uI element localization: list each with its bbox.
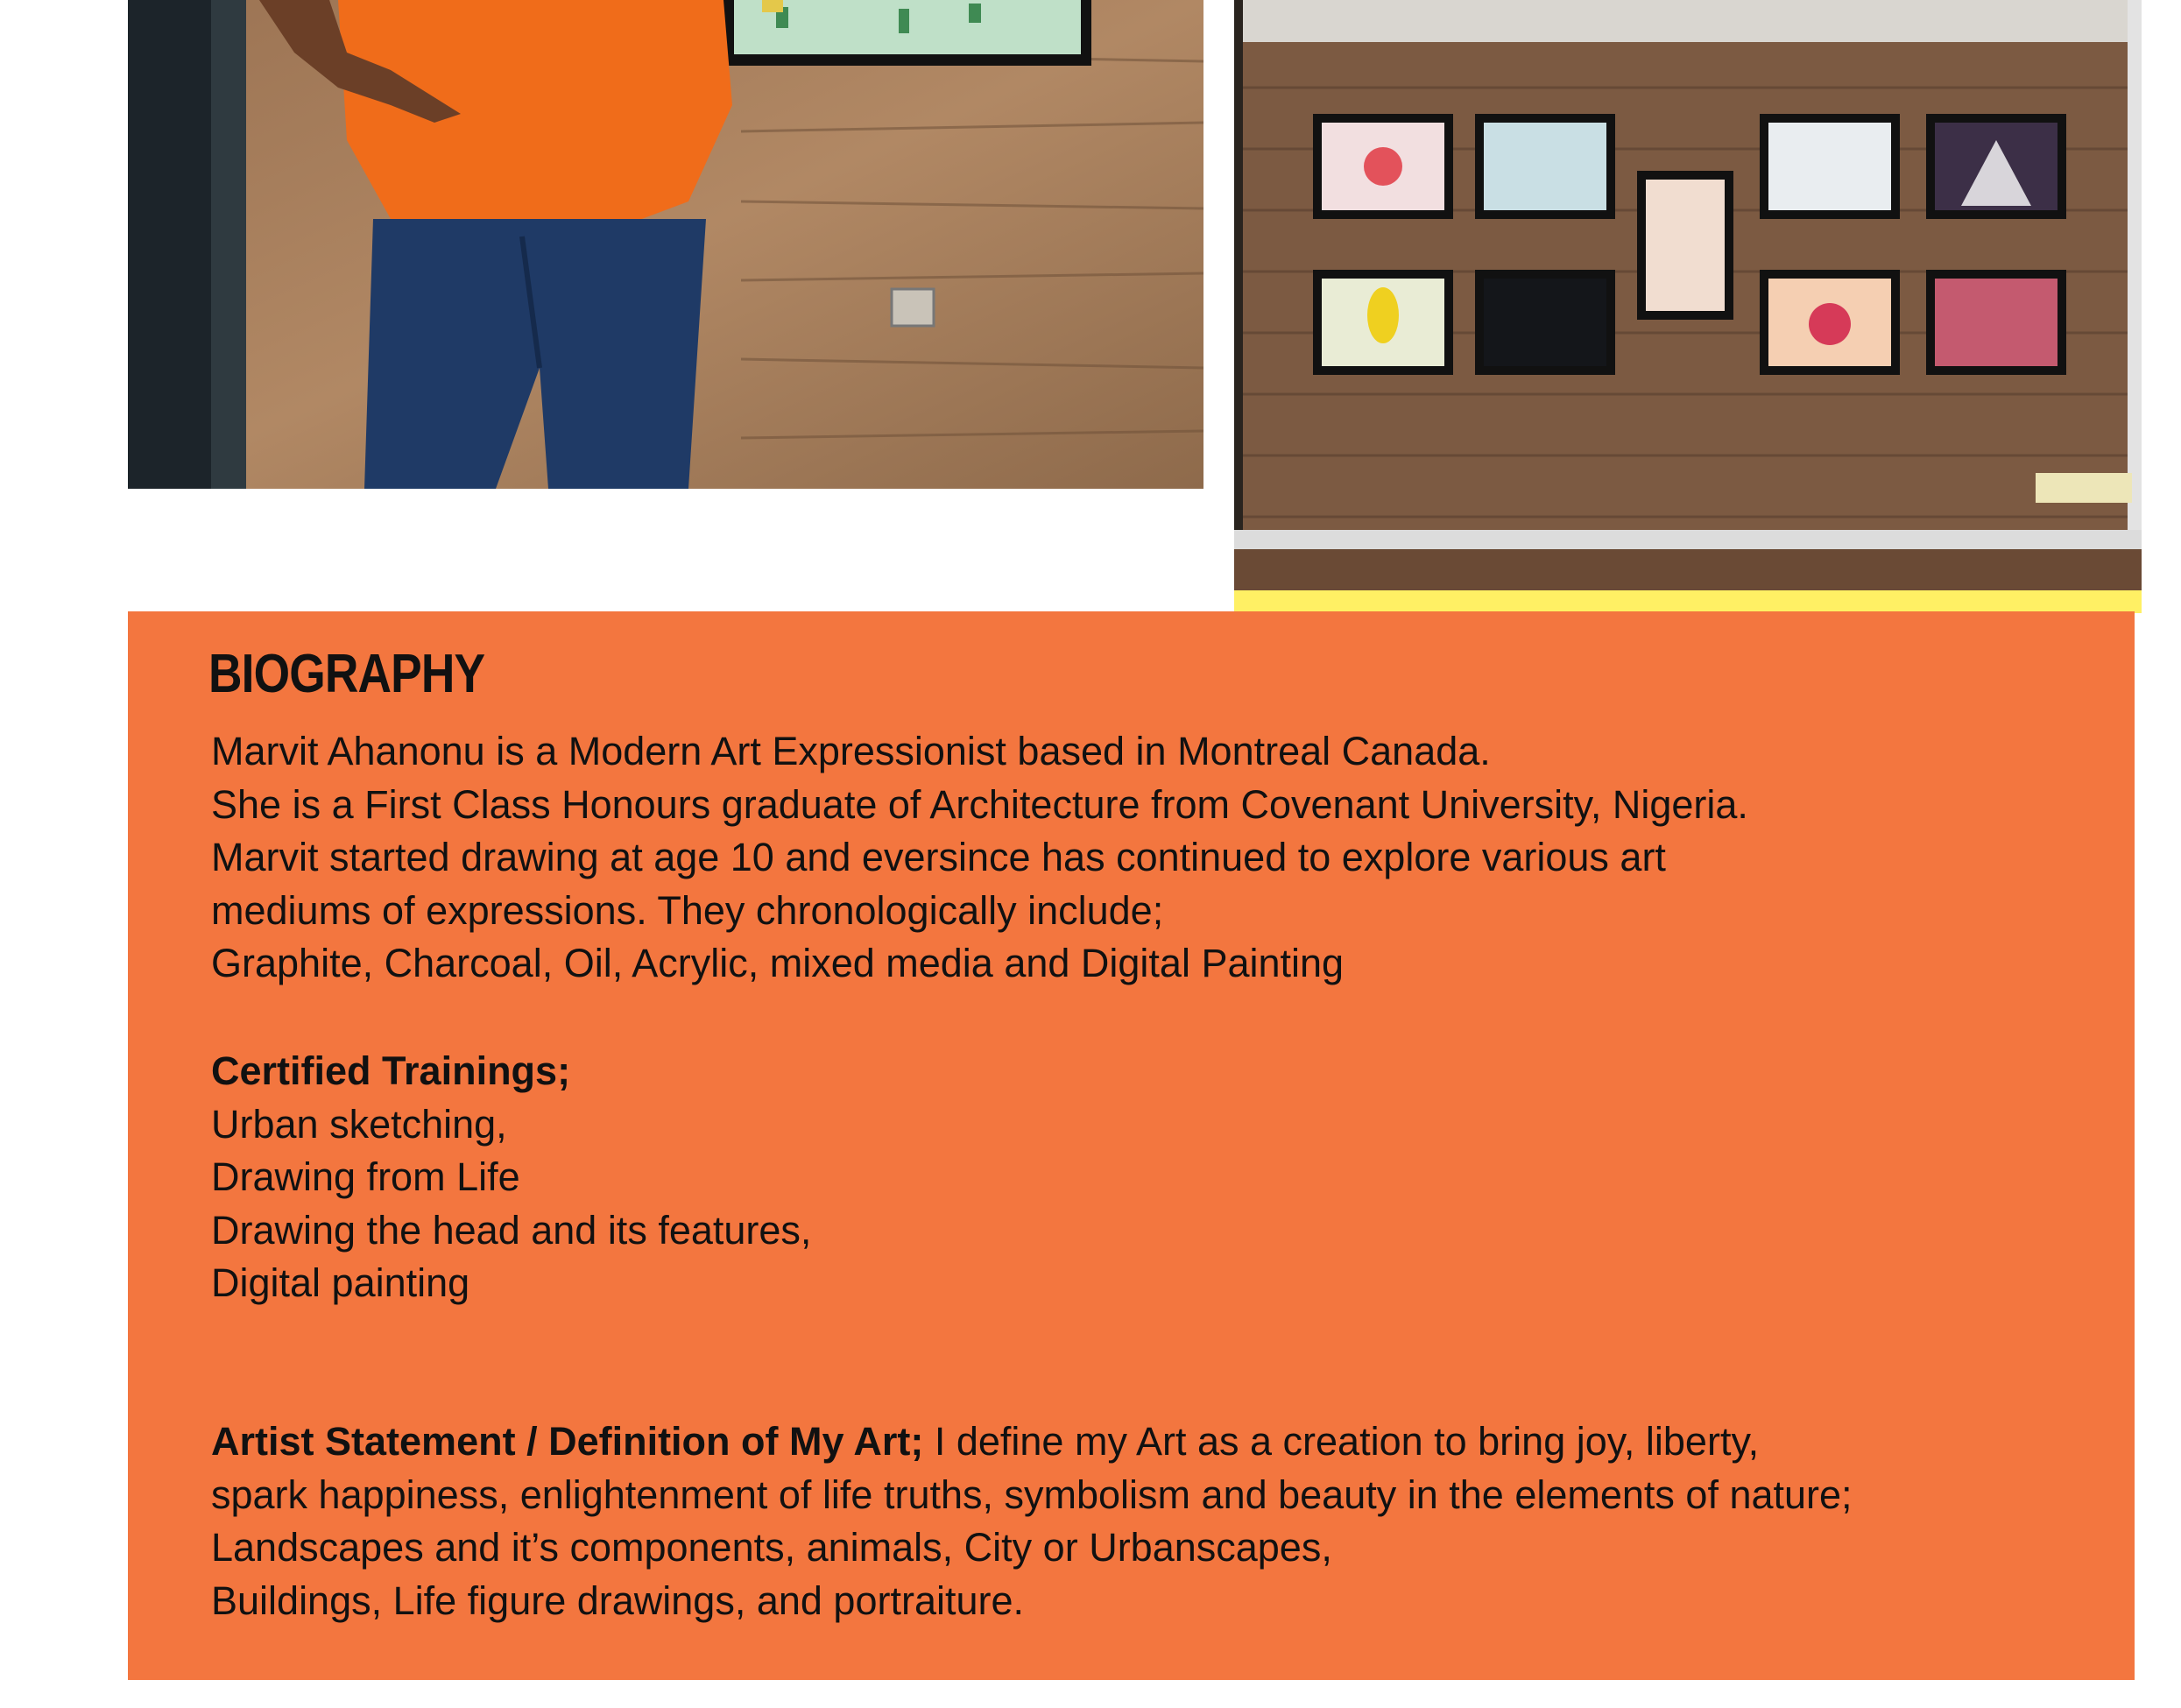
- statement-line: spark happiness, enlightenment of life truths, symbolism and beauty in the elements of nature;: [211, 1472, 1853, 1517]
- biography-line: mediums of expressions. They chronologically include;: [211, 887, 1164, 933]
- statement-line: Landscapes and it’s components, animals, City or Urbanscapes,: [211, 1525, 1332, 1570]
- statement-label: Artist Statement / Definition of My Art;: [211, 1419, 924, 1464]
- biography-line: Graphite, Charcoal, Oil, Acrylic, mixed media and Digital Painting: [211, 941, 1345, 985]
- biography-text: [211, 725, 1748, 991]
- biography-heading: BIOGRAPHY: [208, 644, 485, 704]
- biography-line: Marvit Ahanonu is a Modern Art Expressionist based in Montreal Canada.: [211, 729, 1491, 773]
- statement-text: I define my Art as a creation to bring joy, liberty,: [923, 1419, 1760, 1464]
- training-item: Drawing from Life: [211, 1154, 520, 1199]
- gallery-wall-photo: [1234, 0, 2142, 590]
- certified-trainings: [211, 1045, 811, 1310]
- biography-panel: [128, 611, 2135, 1680]
- training-item: Digital painting: [211, 1260, 470, 1305]
- biography-line: Marvit started drawing at age 10 and eversince has continued to explore various art: [211, 835, 1666, 879]
- training-item: Drawing the head and its features,: [211, 1207, 812, 1253]
- artist-statement: [211, 1415, 1853, 1627]
- yellow-accent-strip: [1234, 590, 2142, 613]
- biography-line: She is a First Class Honours graduate of Architecture from Covenant University, Nigeria.: [211, 781, 1748, 827]
- statement-line: Buildings, Life figure drawings, and portraiture.: [211, 1577, 1025, 1623]
- artist-portrait-photo: [128, 0, 1203, 489]
- training-item: Urban sketching,: [211, 1101, 507, 1147]
- statement-first-line: [211, 1415, 1853, 1469]
- trainings-heading: Certified Trainings;: [211, 1048, 571, 1093]
